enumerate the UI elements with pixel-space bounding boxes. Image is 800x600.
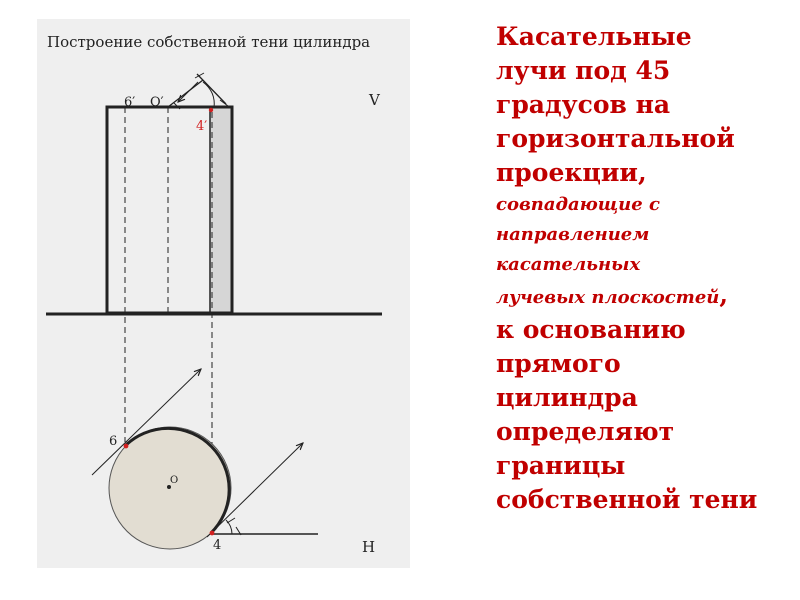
label-6: 6 [109,434,118,449]
annotation-comma: , [719,280,729,309]
annotation-mixed-line [496,280,786,313]
label-6-prime: 6′ [124,95,136,110]
annotation-line: лучи под 45 [496,56,671,85]
construction-line-right [197,74,226,104]
annotation-italic-line: направлением [496,224,650,245]
annotation-line: собственной тени [496,485,758,514]
annotation-italic-line: совпадающие с [496,194,660,215]
annotation-text [496,20,786,517]
annotation-italic-fragment: лучевых плоскостей [496,287,720,308]
annotation-line: определяют [496,417,675,446]
annotation-line: Касательные [496,22,692,51]
point-6-marker [124,444,129,449]
label-plane-v: V [369,91,380,109]
label-4-prime: 4′ [196,119,208,134]
shadow-strip [210,107,232,313]
label-o-prime: O′ [150,95,164,110]
point-4-prime-marker [209,108,213,112]
annotation-line: цилиндра [496,383,638,412]
construction-line-left [168,80,203,107]
label-plane-h: H [362,538,376,556]
label-4: 4 [213,538,222,553]
annotation-line: прямого [496,349,621,378]
annotation-line: градусов на [496,90,671,119]
annotation-line: к основанию [496,315,686,344]
annotation-line: проекции, [496,158,647,187]
label-o: O [170,475,179,486]
annotation-italic-line: касательных [496,254,641,275]
annotation-line: границы [496,451,626,480]
annotation-line: горизонтальной [496,124,735,153]
angle-tick-1 [227,518,235,523]
point-4-marker [210,531,215,536]
tick-mark-2 [220,100,228,106]
construction-ray-left [178,82,198,102]
drawing-title: Построение собственной тени цилиндра [47,33,371,51]
